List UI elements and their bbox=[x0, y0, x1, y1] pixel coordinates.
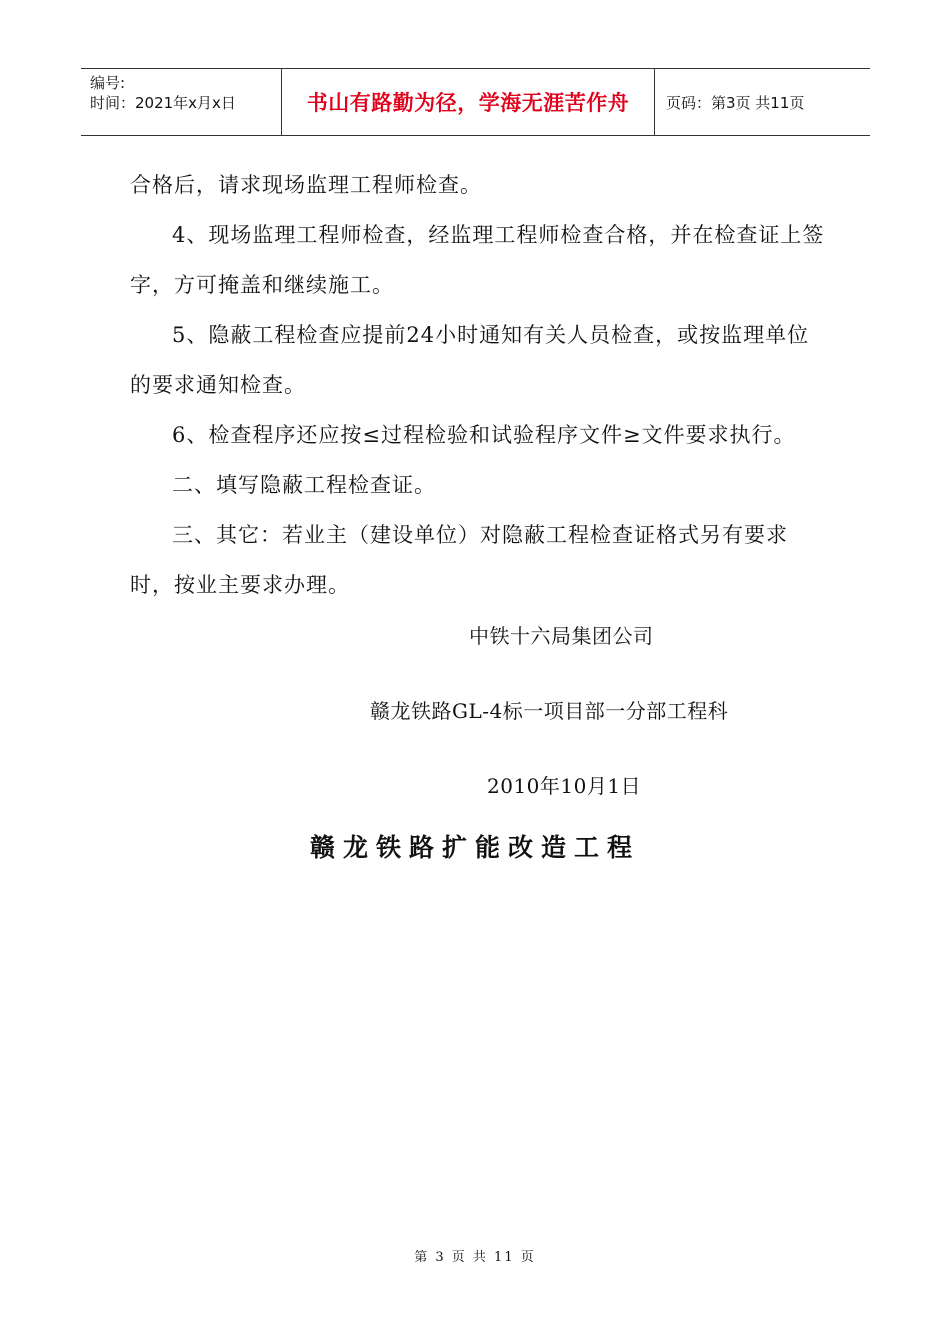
header-page-info: 页码：第3页 共11页 bbox=[666, 93, 805, 112]
header-meta-cell bbox=[81, 69, 282, 135]
page-footer: 第 3 页 共 11 页 bbox=[414, 1250, 536, 1265]
signature-date: 2010年10月1日 bbox=[487, 774, 642, 798]
paragraph-1: 合格后，请求现场监理工程师检查。 bbox=[130, 173, 482, 197]
signature-company: 中铁十六局集团公司 bbox=[469, 624, 654, 648]
doc-time-label: 时间：2021年x月x日 bbox=[90, 94, 236, 112]
paragraph-4: 6、检查程序还应按≤过程检验和试验程序文件≥文件要求执行。 bbox=[172, 423, 796, 447]
document-title: 赣龙铁路扩能改造工程 bbox=[309, 833, 640, 862]
paragraph-3: 5、隐蔽工程检查应提前24小时通知有关人员检查，或按监理单位的要求通知检查。 bbox=[130, 323, 810, 397]
signature-department: 赣龙铁路GL-4标一项目部一分部工程科 bbox=[370, 699, 729, 723]
paragraph-5: 二、填写隐蔽工程检查证。 bbox=[172, 473, 436, 497]
doc-number-label: 编号: bbox=[90, 74, 126, 92]
page-header bbox=[81, 68, 870, 136]
paragraph-2: 4、现场监理工程师检查，经监理工程师检查合格，并在检查证上签字，方可掩盖和继续施工。 bbox=[130, 223, 825, 297]
header-motto: 书山有路勤为径，学海无涯苦作舟 bbox=[282, 69, 655, 135]
paragraph-6: 三、其它：若业主（建设单位）对隐蔽工程检查证格式另有要求时，按业主要求办理。 bbox=[130, 523, 788, 597]
